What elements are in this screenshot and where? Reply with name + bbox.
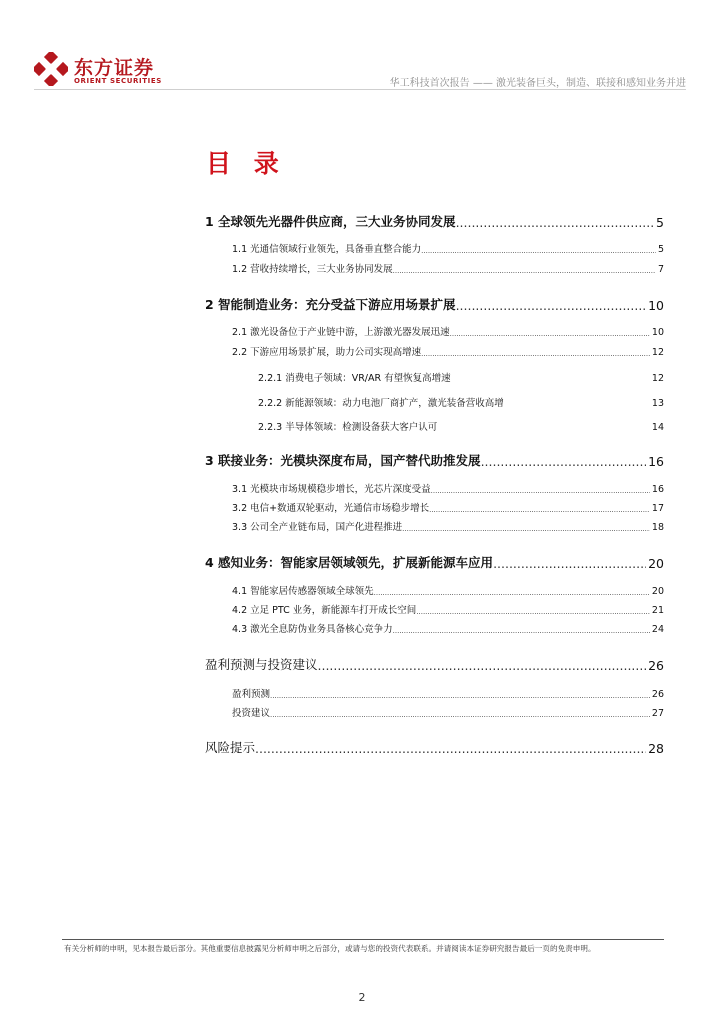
toc-leader xyxy=(429,506,650,514)
toc-entry[interactable] xyxy=(232,481,664,495)
toc-entry-label: 3.2 电信+数通双轮驱动，光通信市场稳步增长 xyxy=(232,503,430,514)
toc-entry[interactable] xyxy=(232,241,664,255)
toc-leader xyxy=(416,608,650,616)
company-logo xyxy=(34,50,164,90)
toc-entry-page: 16 xyxy=(651,484,664,495)
toc-entry[interactable] xyxy=(258,395,664,409)
toc-entry-label: 盈利预测 xyxy=(232,689,271,700)
toc-entry-label: 2.2.1 消费电子领域：VR/AR 有望恢复高增速 xyxy=(258,373,451,384)
logo-name-cn: 东方证券 xyxy=(74,57,155,79)
toc-leader xyxy=(493,556,646,571)
toc-entry[interactable] xyxy=(232,705,664,719)
toc-entry-label: 2.2.3 半导体领域：检测设备获大客户认可 xyxy=(258,422,438,433)
toc-entry-label: 风险提示 xyxy=(205,740,256,755)
toc-title: 目 录 xyxy=(206,149,286,178)
toc-entry[interactable] xyxy=(232,583,664,597)
toc-entry[interactable] xyxy=(232,324,664,338)
toc-entry-label: 投资建议 xyxy=(232,708,271,719)
toc-entry-page: 28 xyxy=(648,741,664,756)
toc-entry-label: 2.2 下游应用场景扩展，助力公司实现高增速 xyxy=(232,347,422,358)
toc-entry-page: 12 xyxy=(651,373,664,384)
toc-entry-label: 3 联接业务：光模块深度布局，国产替代助推发展 xyxy=(205,453,481,468)
toc-leader xyxy=(421,350,650,358)
toc-leader xyxy=(481,454,647,469)
toc-entry[interactable] xyxy=(205,451,664,469)
toc-entry-page: 20 xyxy=(651,586,664,597)
toc-entry[interactable] xyxy=(205,553,664,571)
toc-entry-page: 14 xyxy=(651,422,664,433)
toc-entry-label: 盈利预测与投资建议 xyxy=(205,657,318,672)
page-number: 2 xyxy=(358,991,366,1004)
header-divider xyxy=(34,89,686,90)
toc-entry-page: 27 xyxy=(651,708,664,719)
toc-leader xyxy=(402,525,650,533)
toc-entry-label: 1.2 营收持续增长，三大业务协同发展 xyxy=(232,264,393,275)
toc-entry[interactable] xyxy=(205,738,664,756)
toc-entry-page: 24 xyxy=(651,624,664,635)
toc-entry-page: 26 xyxy=(648,658,664,673)
toc-entry[interactable] xyxy=(205,295,664,313)
toc-leader xyxy=(431,487,650,495)
toc-entry-label: 4.1 智能家居传感器领域全球领先 xyxy=(232,586,374,597)
toc-entry-page: 13 xyxy=(651,398,664,409)
toc-leader xyxy=(255,741,646,756)
toc-entry-page: 7 xyxy=(657,264,664,275)
toc-entry-page: 12 xyxy=(651,347,664,358)
toc-leader xyxy=(374,589,650,597)
toc-entry-page: 17 xyxy=(651,503,664,514)
toc-entry-page: 10 xyxy=(648,298,664,313)
toc-leader xyxy=(393,267,656,275)
toc-entry-label: 4.2 立足 PTC 业务，新能源车打开成长空间 xyxy=(232,605,417,616)
toc-leader xyxy=(421,247,656,255)
toc-entry-label: 4.3 激光全息防伪业务具备核心竞争力 xyxy=(232,624,393,635)
toc-entry-label: 3.3 公司全产业链布局，国产化进程推进 xyxy=(232,522,403,533)
report-subtitle: 华工科技首次报告 —— 激光装备巨头，制造、联接和感知业务并进 xyxy=(389,78,686,89)
toc-entry-page: 18 xyxy=(651,522,664,533)
toc-entry[interactable] xyxy=(258,419,664,433)
toc-leader xyxy=(456,298,647,313)
toc-entry[interactable] xyxy=(232,519,664,533)
toc-entry[interactable] xyxy=(232,261,664,275)
toc-leader xyxy=(270,692,650,700)
toc-leader xyxy=(456,215,654,230)
toc-entry-page: 26 xyxy=(651,689,664,700)
toc-entry-page: 21 xyxy=(651,605,664,616)
toc-entry-label: 2.2.2 新能源领域：动力电池厂商扩产，激光装备营收高增 xyxy=(258,398,504,409)
toc-entry[interactable] xyxy=(258,370,664,384)
toc-entry[interactable] xyxy=(232,621,664,635)
orient-securities-logo-icon xyxy=(34,52,68,86)
toc-entry[interactable] xyxy=(232,344,664,358)
toc-entry-label: 1 全球领先光器件供应商，三大业务协同发展 xyxy=(205,214,456,229)
toc-entry[interactable] xyxy=(205,655,664,673)
toc-leader xyxy=(318,658,647,673)
toc-leader xyxy=(450,330,650,338)
toc-entry-page: 5 xyxy=(657,244,664,255)
toc-leader xyxy=(270,711,650,719)
toc-entry-page: 10 xyxy=(651,327,664,338)
toc-entry-label: 4 感知业务：智能家居领域领先，扩展新能源车应用 xyxy=(205,555,494,570)
toc-leader xyxy=(393,627,650,635)
toc-entry-page: 16 xyxy=(648,454,664,469)
footer-disclaimer: 有关分析师的申明，见本报告最后部分。其他重要信息披露见分析师申明之后部分，或请与您的投资代表联系。并请阅读本证券研究报告最后一页的免责申明。 xyxy=(64,944,596,953)
toc-entry-page: 20 xyxy=(648,556,664,571)
toc-entry[interactable] xyxy=(232,686,664,700)
toc-entry-page: 5 xyxy=(656,215,664,230)
toc-entry-label: 2.1 激光设备位于产业链中游，上游激光器发展迅速 xyxy=(232,327,450,338)
toc-entry-label: 3.1 光模块市场规模稳步增长，光芯片深度受益 xyxy=(232,484,431,495)
toc-entry[interactable] xyxy=(232,500,664,514)
toc-entry[interactable] xyxy=(232,602,664,616)
toc-entry-label: 2 智能制造业务：充分受益下游应用场景扩展 xyxy=(205,297,456,312)
logo-name-en: ORIENT SECURITIES xyxy=(74,77,162,85)
footer-divider xyxy=(62,939,664,940)
toc-entry-label: 1.1 光通信领域行业领先，具备垂直整合能力 xyxy=(232,244,422,255)
toc-entry[interactable] xyxy=(205,212,664,230)
